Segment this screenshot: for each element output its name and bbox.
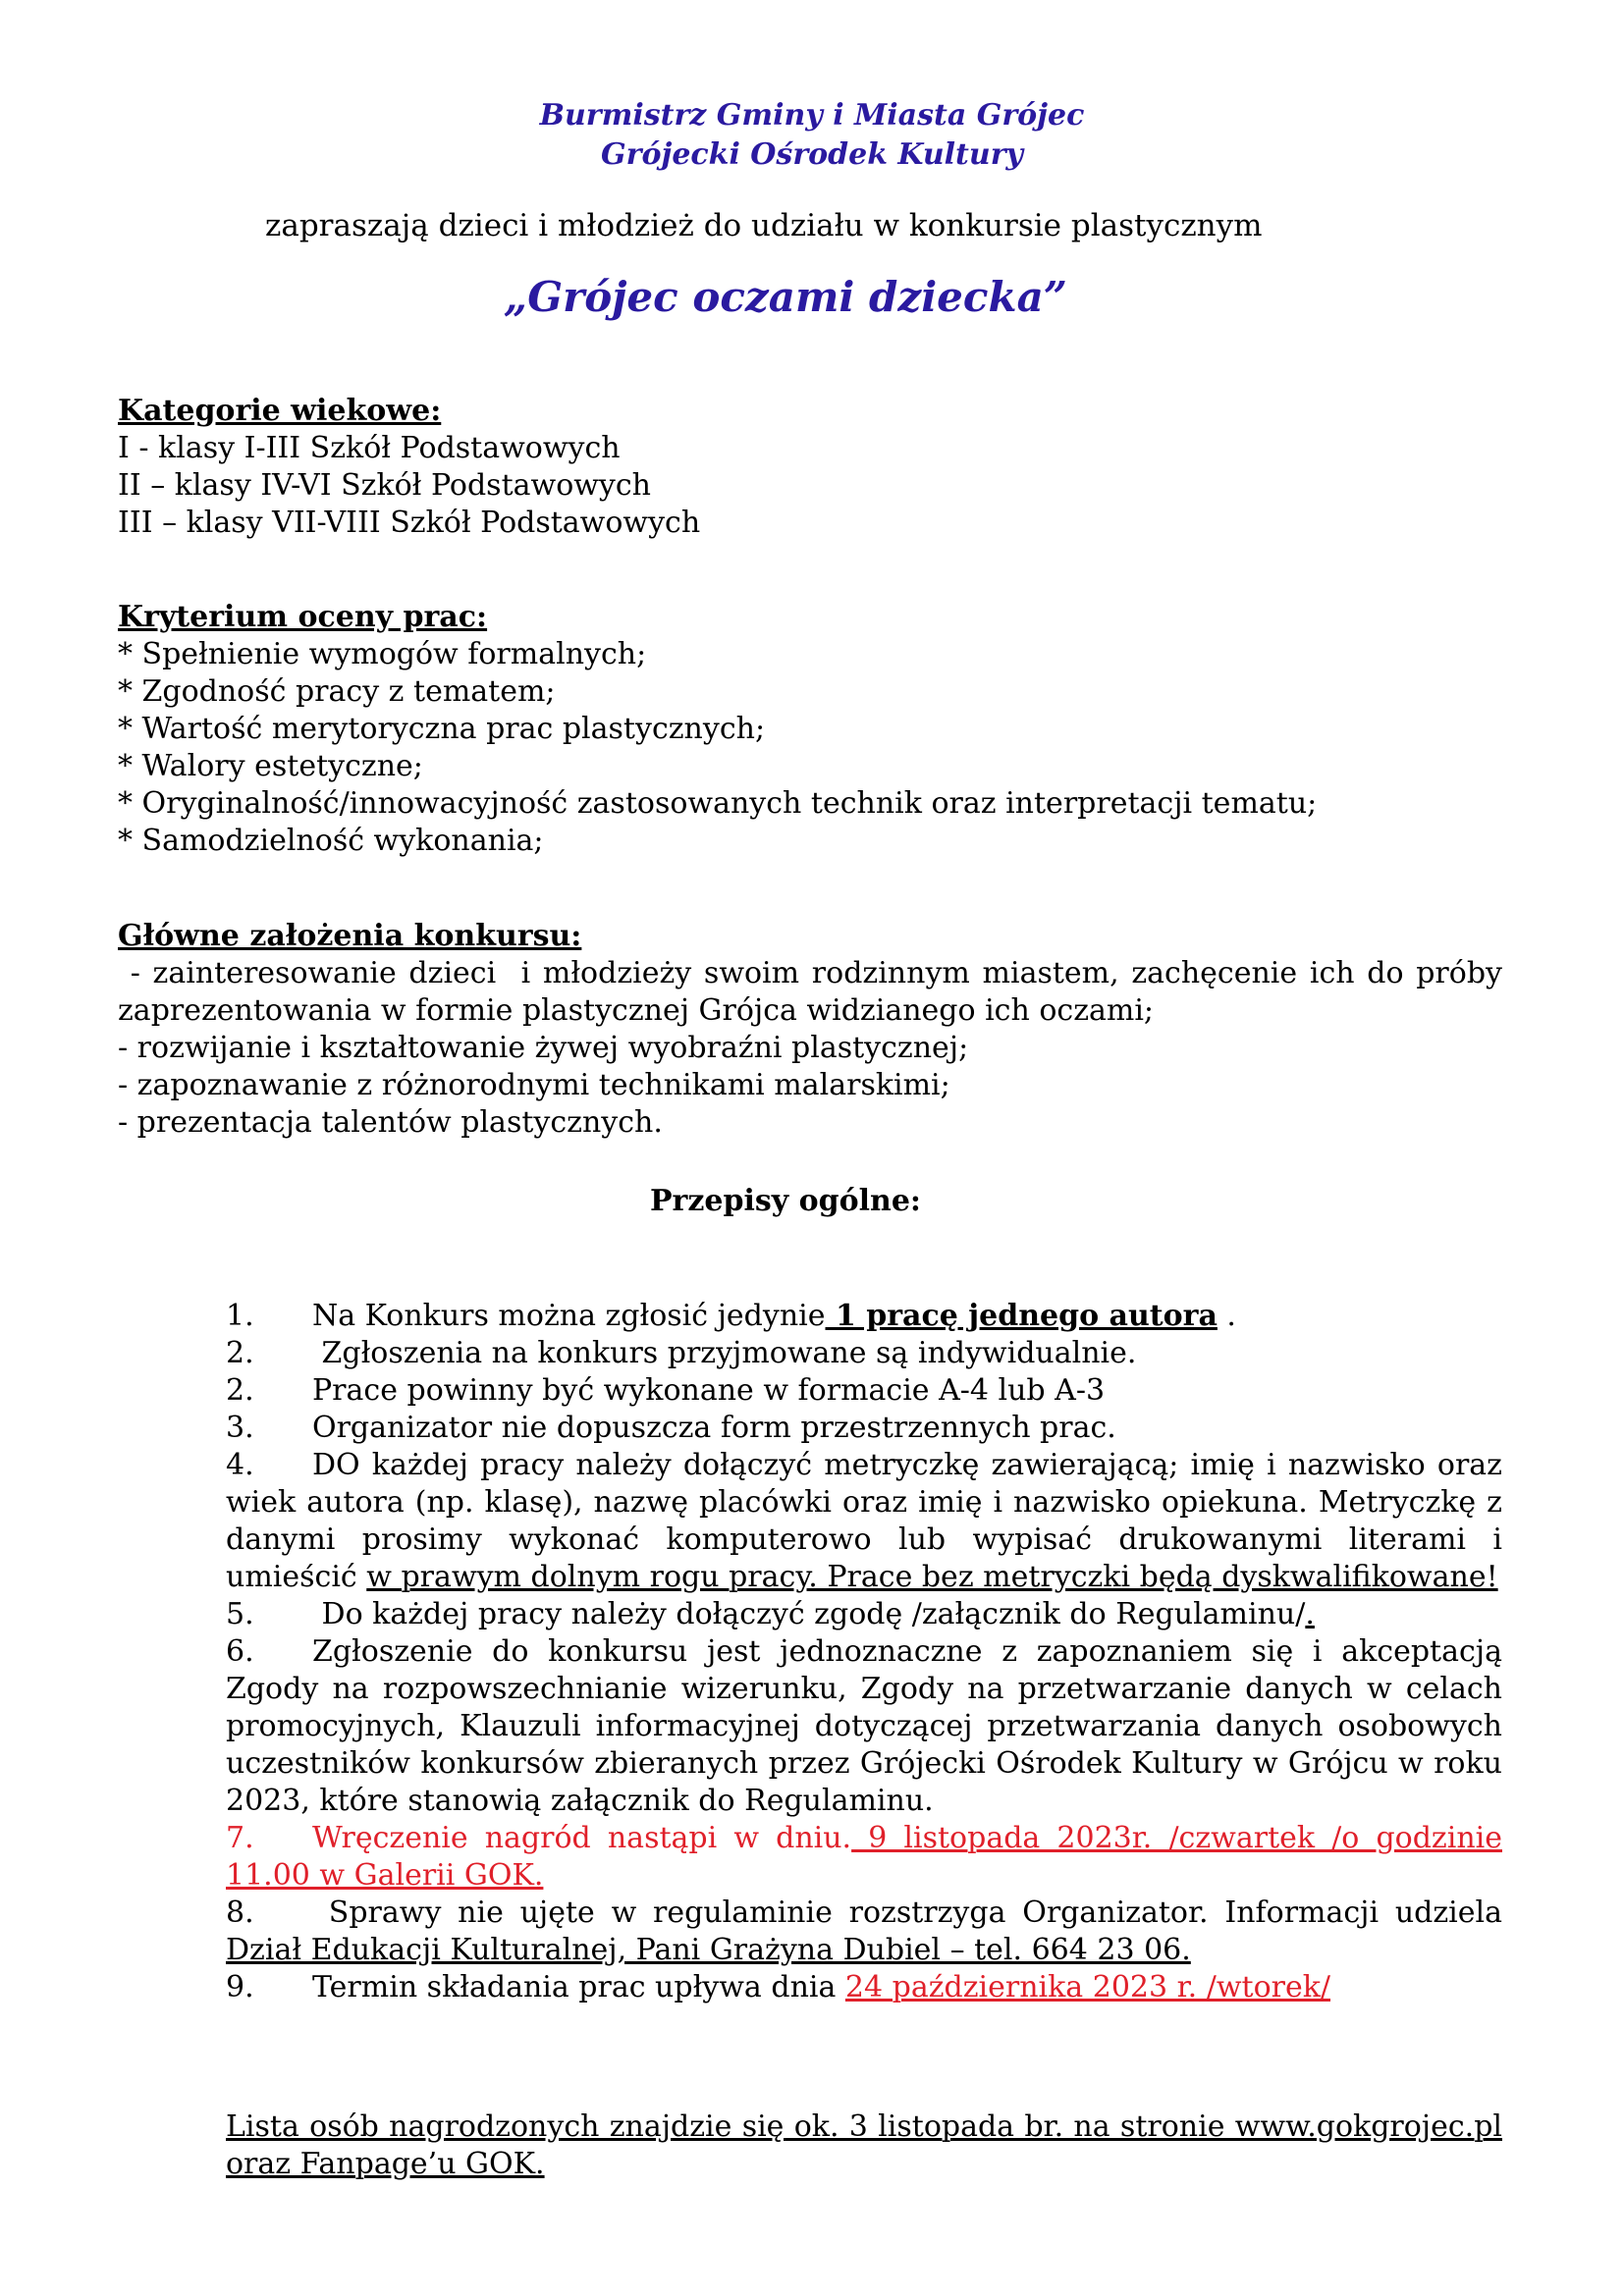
- criteria-heading: Kryterium oceny prac:: [118, 600, 488, 634]
- rule-item: [226, 1447, 1502, 1596]
- invitation-text: zapraszają dzieci i młodzież do udziału w konkursie plastycznym: [265, 208, 1263, 243]
- age-categories-section: [118, 393, 1502, 542]
- rule-text: Do każdej pracy należy dołączyć zgodę /załącznik do Regulaminu/: [312, 1597, 1306, 1631]
- goals-item: - rozwijanie i kształtowanie żywej wyobraźni plastycznej;: [118, 1031, 969, 1065]
- goals-item: - prezentacja talentów plastycznych.: [118, 1105, 663, 1140]
- rule-text: Prace powinny być wykonane w formacie A-4 lub A-3: [312, 1373, 1106, 1408]
- rule-text: Na Konkurs można zgłosić jedynie: [312, 1299, 826, 1333]
- rule-text: Sprawy nie ujęte w regulaminie rozstrzyga Organizator. Informacji udziela: [312, 1896, 1502, 1930]
- rule-number: 2.: [226, 1373, 254, 1408]
- criteria-item: * Samodzielność wykonania;: [118, 824, 544, 858]
- rule-number: 3.: [226, 1411, 254, 1445]
- category-item: III – klasy VII-VIII Szkół Podstawowych: [118, 506, 701, 540]
- rule-number: 6.: [226, 1634, 254, 1669]
- rule-number: 1.: [226, 1299, 254, 1333]
- goals-section: [118, 918, 1512, 1142]
- rule-item-award-date: [226, 1820, 1502, 1895]
- general-rules-heading: Przepisy ogólne:: [650, 1184, 921, 1218]
- contest-title: „Grójec oczami dziecka”: [504, 273, 1067, 321]
- criteria-item: * Oryginalność/innowacyjność zastosowanych technik oraz interpretacji tematu;: [118, 786, 1318, 821]
- criteria-item: * Wartość merytoryczna prac plastycznych;: [118, 712, 766, 746]
- rule-number: 9.: [226, 1970, 254, 2004]
- rule-item: [226, 1633, 1502, 1820]
- rule-item: [226, 1410, 1502, 1447]
- rule-text: .: [1217, 1299, 1236, 1333]
- winners-list-note: Lista osób nagrodzonych znajdzie się ok. 3 listopada br. na stronie www.gokgrojec.pl oraz Fanpage’u GOK.: [226, 2109, 1502, 2181]
- age-categories-heading: Kategorie wiekowe:: [118, 394, 442, 428]
- rule-number: 5.: [226, 1597, 254, 1631]
- criteria-section: [118, 599, 1502, 860]
- rule-number: 8.: [226, 1896, 254, 1930]
- rule-text: DO każdej pracy należy dołączyć metryczkę zawierającą; imię i nazwisko oraz wiek autora (np. klasę), nazwę placówki oraz imię i nazwisko opiekuna. Metryczkę z danymi prosimy wykonać komputerowo lub wypisać drukowanymi literami i umieścić: [226, 1448, 1502, 1594]
- rule-text: Termin składania prac upływa dnia: [312, 1970, 845, 2004]
- category-item: II – klasy IV-VI Szkół Podstawowych: [118, 468, 652, 503]
- rule-emphasis: 24 października 2023 r. /wtorek/: [844, 1970, 1331, 2004]
- rule-item: [226, 1298, 1502, 1335]
- rule-number: 7.: [226, 1821, 254, 1855]
- general-rules-list: [226, 1298, 1502, 2006]
- category-item: I - klasy I-III Szkół Podstawowych: [118, 431, 621, 465]
- goals-item: - zainteresowanie dzieci i młodzieży swoim rodzinnym miastem, zachęcenie ich do próby zaprezentowania w formie plastycznej Grójca widzianego ich oczami;: [118, 956, 1512, 1028]
- criteria-item: * Spełnienie wymogów formalnych;: [118, 637, 647, 671]
- rule-item: [226, 1372, 1502, 1410]
- rule-emphasis: 9 listopada 2023r. /czwartek /o godzinie 11.00 w Galerii GOK.: [226, 1821, 1502, 1893]
- goals-heading: Główne założenia konkursu:: [118, 919, 582, 953]
- goals-item: - zapoznawanie z różnorodnymi technikami malarskimi;: [118, 1068, 950, 1102]
- rule-emphasis: w prawym dolnym rogu pracy. Prace bez metryczki będą dyskwalifikowane!: [366, 1560, 1498, 1594]
- rule-item: [226, 1596, 1502, 1633]
- rule-emphasis: .: [1305, 1597, 1315, 1631]
- rule-number: 2.: [226, 1336, 254, 1370]
- rule-text: Organizator nie dopuszcza form przestrzennych prac.: [312, 1411, 1116, 1445]
- rule-text: Zgłoszenie do konkursu jest jednoznaczne z zapoznaniem się i akceptacją Zgody na rozpowszechnianie wizerunku, Zgody na przetwarzanie danych w celach promocyjnych, Klauzuli informacyjnej dotyczącej przetwarzania danych osobowych uczestników konkursów zbieranych przez Grójecki Ośrodek Kultury w Grójcu w roku 2023, które stanowią załącznik do Regulaminu.: [226, 1634, 1502, 1818]
- rule-item: [226, 1895, 1502, 1969]
- rule-item: [226, 1335, 1502, 1372]
- rule-emphasis: 1 pracę jednego autora: [825, 1299, 1218, 1333]
- rule-item: [226, 1969, 1502, 2006]
- organizer-line-1: Burmistrz Gminy i Miasta Grójec: [539, 98, 1085, 133]
- rule-number: 4.: [226, 1448, 254, 1482]
- rule-emphasis: Dział Edukacji Kulturalnej, Pani Grażyna Dubiel – tel. 664 23 06.: [226, 1933, 1191, 1967]
- rule-text: Zgłoszenia na konkurs przyjmowane są indywidualnie.: [312, 1336, 1137, 1370]
- criteria-item: * Zgodność pracy z tematem;: [118, 674, 556, 709]
- organizer-line-2: Grójecki Ośrodek Kultury: [601, 137, 1023, 172]
- criteria-item: * Walory estetyczne;: [118, 749, 423, 783]
- rule-text: Wręczenie nagród nastąpi w dniu.: [312, 1821, 852, 1855]
